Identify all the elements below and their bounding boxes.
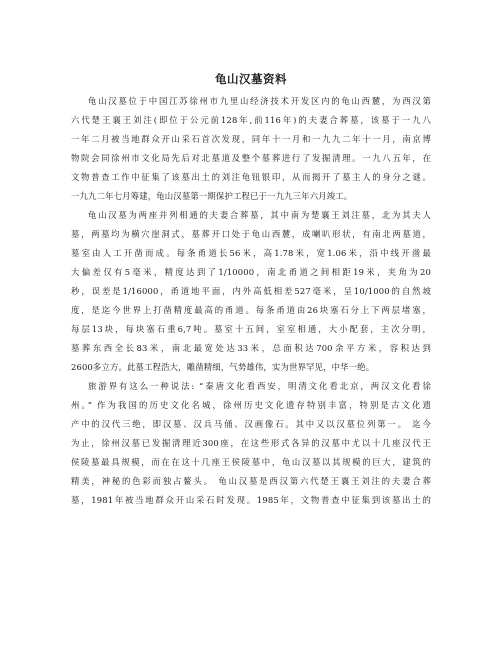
document-title: 龟山汉墓资料 xyxy=(215,72,287,86)
paragraph-1-line-2: 六代楚王襄王刘注(即位于公元前128年,前116年)的夫妻合葬墓，该墓于一九八 xyxy=(71,115,431,125)
paragraph-1-line-3: 一年二月被当地群众开山采石首次发现，同年十一月和一九九二年十一月，南京博 xyxy=(71,134,431,144)
paragraph-1-line-4: 物院会同徐州市文化局先后对北墓道及整个墓葬进行了发掘清理。一九八五年，在 xyxy=(71,153,431,163)
paragraph-1-line-1: 龟山汉墓位于中国江苏徐州市九里山经济技术开发区内的龟山西麓，为西汉第 xyxy=(88,96,431,106)
paragraph-3-line-4: 为止，徐州汉墓已发掘清理近300座，在这些形式各异的汉墓中尤以十几座汉代王 xyxy=(71,438,431,448)
paragraph-2-line-8: 墓葬东西全长83米，南北最宽处达33米，总面积达700余平方米，容积达到 xyxy=(71,343,431,353)
paragraph-2-line-9: 2600多立方。此墓工程浩大，雕凿精细，气势雄伟，实为世界罕见，中华一绝。 xyxy=(71,362,375,372)
paragraph-2-line-6: 度，是迄今世界上打凿精度最高的甬道。每条甬道由26块塞石分上下两层堵塞， xyxy=(71,305,431,315)
paragraph-2-line-2: 墓，两墓均为横穴崖洞式，墓葬开口处于龟山西麓，成喇叭形状，有南北两墓道， xyxy=(71,229,431,239)
paragraph-3-line-6: 精美，神秘的色彩而独占鳌头。 龟山汉墓是西汉第六代楚王襄王刘注的夫妻合葬 xyxy=(71,476,431,486)
paragraph-3-line-3: 产中的汉代三绝，即汉墓、汉兵马俑、汉画像石。其中又以汉墓位列第一。 迄今 xyxy=(71,419,431,429)
paragraph-2-line-5: 秒，误差是1/16000，甬道地平面，内外高低相差527毫米，呈10/1000的自然坡 xyxy=(71,286,431,296)
paragraph-3-line-7: 墓，1981年被当地群众开山采石时发现。1985年，文物普查中征集到该墓出土的 xyxy=(71,495,431,505)
paragraph-3-line-1: 旅游界有这么一种说法: “秦唐文化看西安，明清文化看北京，两汉文化看徐 xyxy=(88,381,431,391)
paragraph-2-line-1: 龟山汉墓为两座并列相通的夫妻合葬墓，其中南为楚襄王刘注墓，北为其夫人 xyxy=(88,210,431,220)
paragraph-2-line-7: 每层13块，每块塞石重6,7吨。墓室十五间，室室相通，大小配套，主次分明， xyxy=(71,324,431,334)
paragraph-3-line-5: 侯陵墓最具规模，而在在这十几座王侯陵墓中，龟山汉墓以其规模的巨大，建筑的 xyxy=(71,457,431,467)
paragraph-1-line-6: 一九九二年七月筹建，龟山汉墓第一期保护工程已于一九九三年六月竣工。 xyxy=(71,191,353,201)
paragraph-2-line-4: 大偏差仅有5毫米，精度达到了1/10000，南北甬道之间相距19米，夹角为20 xyxy=(71,267,431,277)
paragraph-3-line-2: 州。” 作为我国的历史文化名城，徐州历史文化遗存特别丰富，特别是古文化遗 xyxy=(71,400,431,410)
paragraph-2-line-3: 墓室由人工开凿而成。每条甬道长56米，高1.78米，宽1.06米，沿中线开凿最 xyxy=(71,248,431,258)
paragraph-1-line-5: 文物普查工作中征集了该墓出土的刘注龟钮银印，从而揭开了墓主人的身分之谜。 xyxy=(71,172,431,182)
